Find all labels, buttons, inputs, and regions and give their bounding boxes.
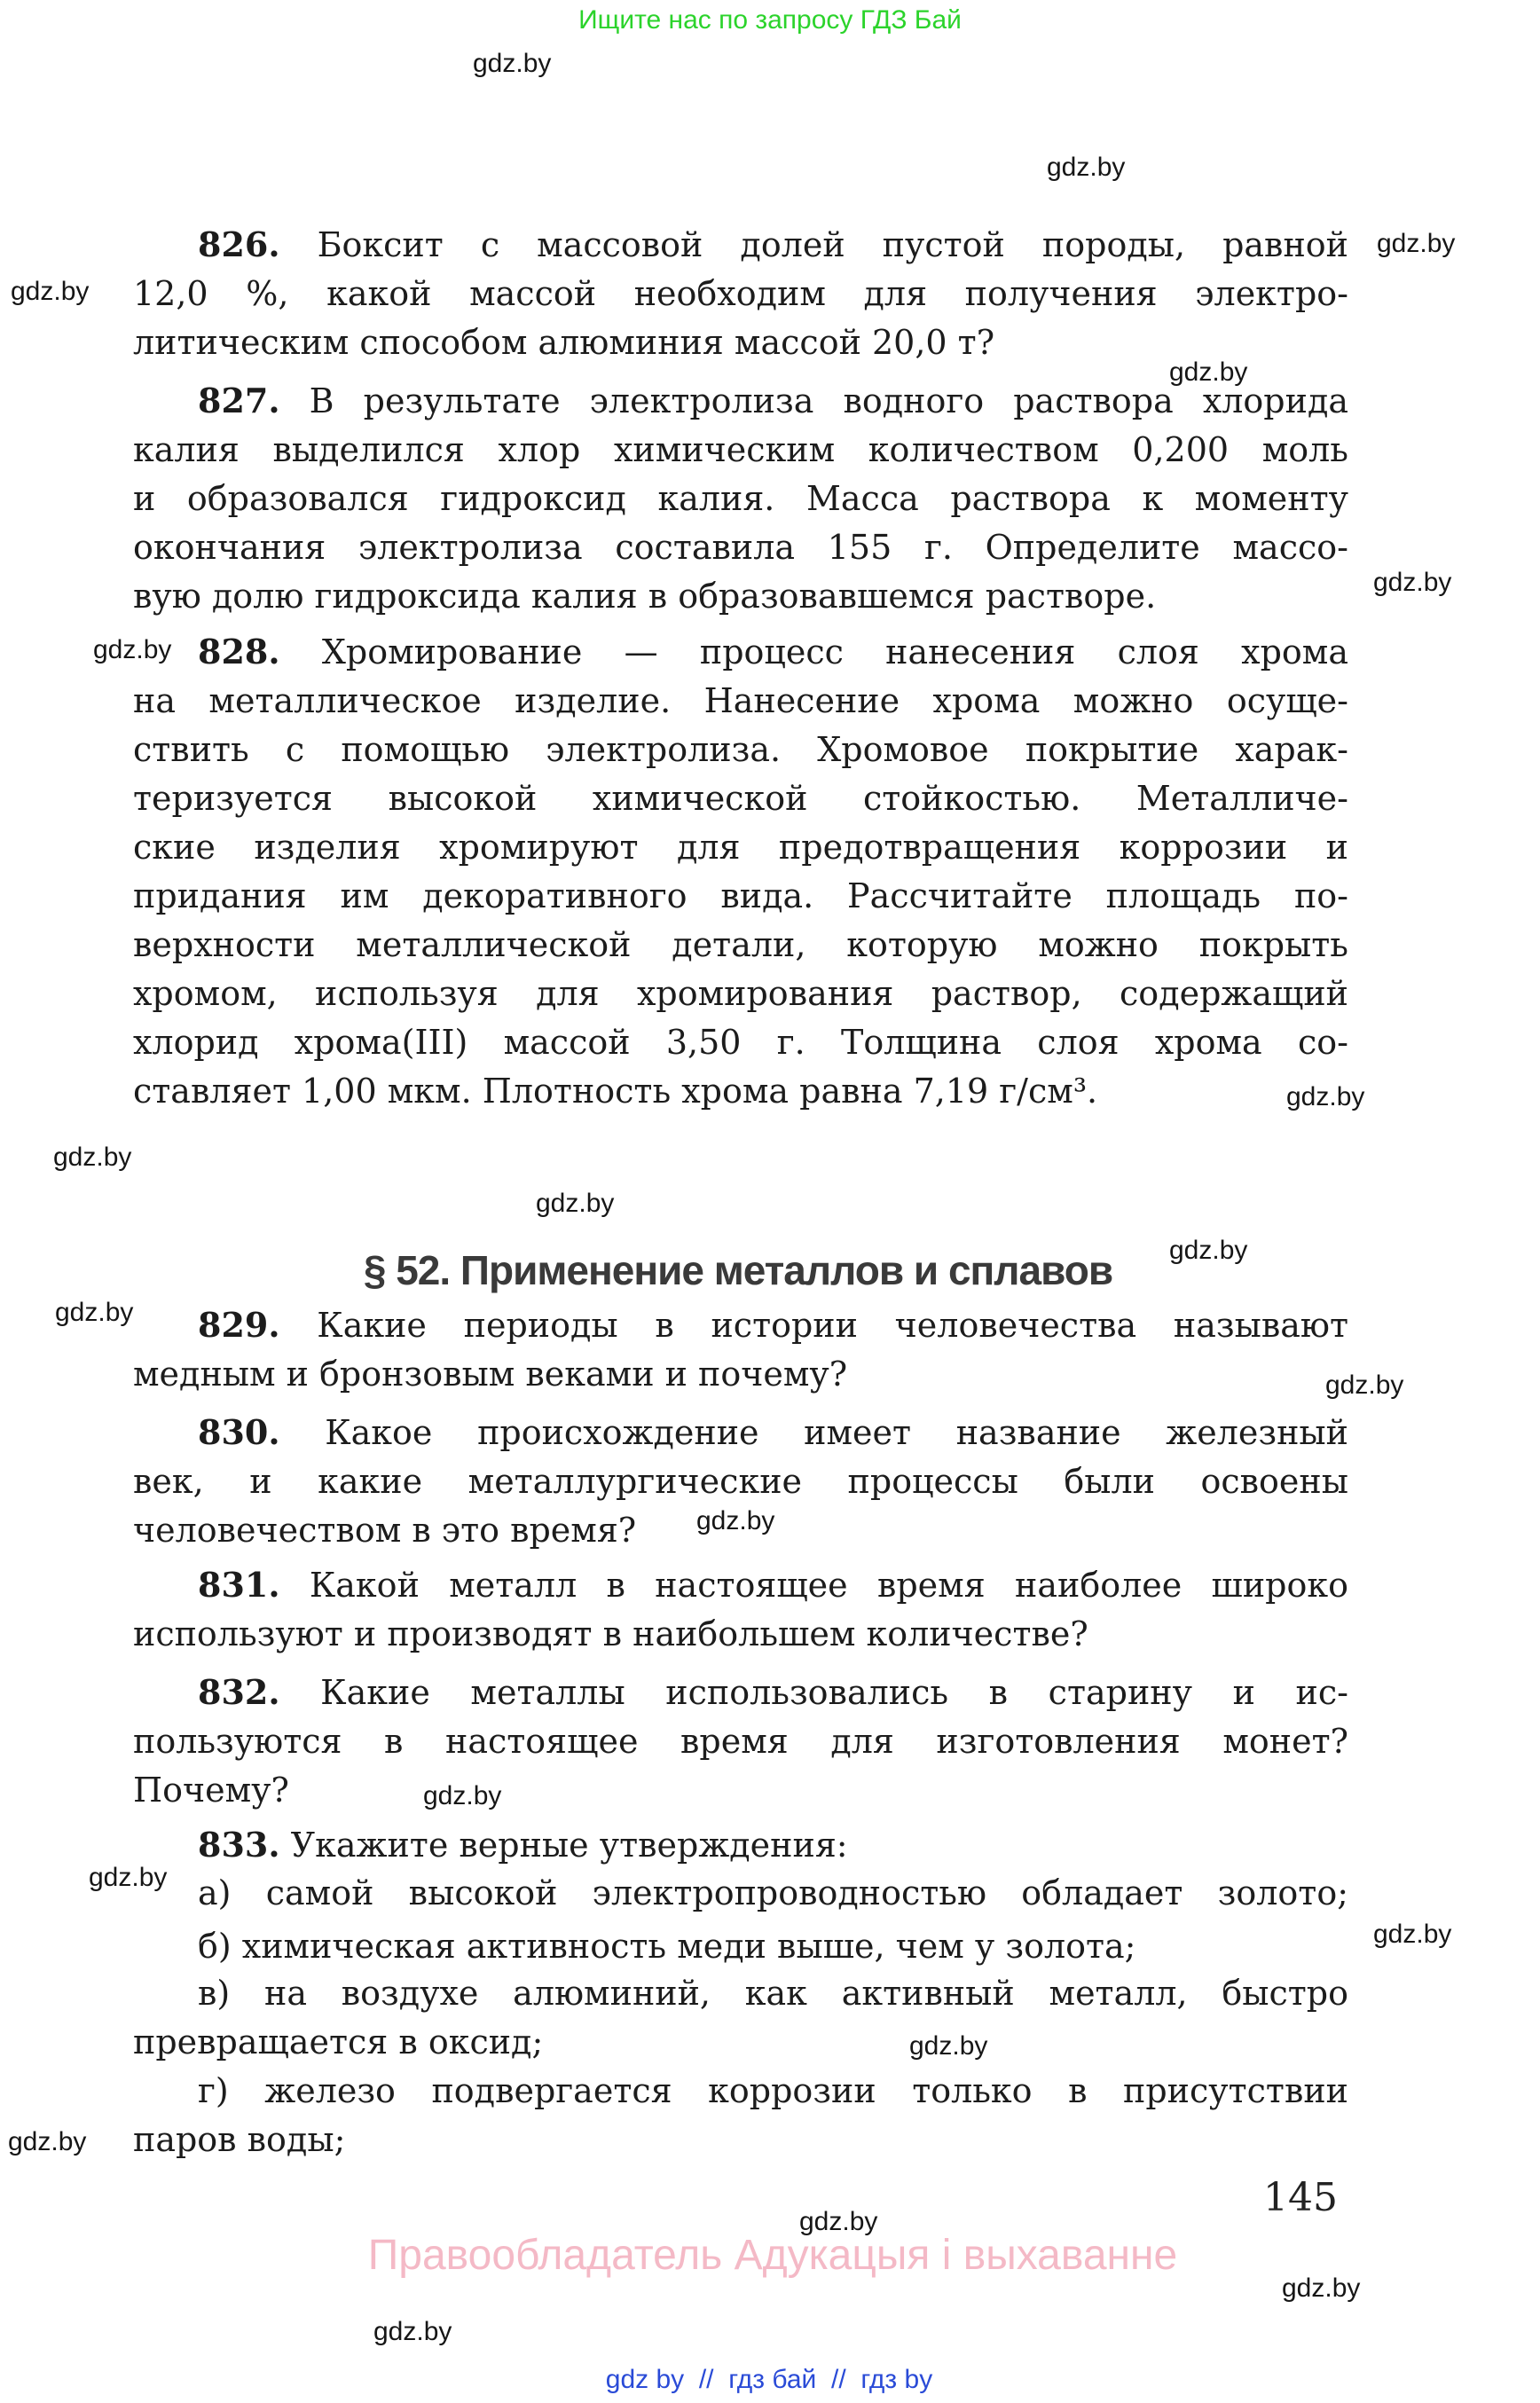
gdz-watermark: gdz.by xyxy=(696,1506,775,1535)
problem-number: 826. xyxy=(198,224,280,264)
text-line xyxy=(133,1300,1348,1350)
gdz-watermark: gdz.by xyxy=(799,2207,878,2236)
text-line: и образовался гидроксид калия. Масса раствора к моменту xyxy=(133,479,1348,518)
text-line: а) самой высокой электропроводностью обладает золото; xyxy=(198,1873,1348,1912)
text-line: используют и производят в наибольшем количестве? xyxy=(133,1614,1088,1653)
text-line: ставляет 1,00 мкм. Плотность хрома равна 7,19 г/см³. xyxy=(133,1072,1098,1111)
gdz-watermark: gdz.by xyxy=(93,635,172,664)
text-line: пользуются в настоящее время для изготовления монет? xyxy=(133,1722,1348,1761)
text-line: литическим способом алюминия массой 20,0 т? xyxy=(133,323,995,362)
text: Хромирование — процесс нанесения слоя хрома xyxy=(279,632,1348,671)
text-line xyxy=(133,1408,1348,1457)
text-line: Почему? xyxy=(133,1771,289,1810)
gdz-watermark: gdz.by xyxy=(53,1143,132,1172)
problem-number: 831. xyxy=(198,1565,280,1605)
problem-833-item-g xyxy=(133,2067,1348,2164)
top-banner-text: Ищите нас по запросу ГДЗ Бай xyxy=(578,5,962,35)
footer-links[interactable]: gdz by // гдз бай // гдз by xyxy=(605,2365,933,2394)
text-line: хромом, используя для хромирования раствор, содержащий xyxy=(133,974,1348,1013)
problem-number: 830. xyxy=(198,1412,280,1452)
gdz-watermark: gdz.by xyxy=(89,1863,168,1892)
text-line: в) на воздухе алюминий, как активный металл, быстро xyxy=(198,1974,1348,2013)
text: Какой металл в настоящее время наиболее широко xyxy=(279,1566,1348,1605)
problem-830 xyxy=(133,1408,1348,1555)
text-line: теризуется высокой химической стойкостью. Металличе- xyxy=(133,779,1348,818)
gdz-watermark: gdz.by xyxy=(1373,568,1452,597)
gdz-watermark: gdz.by xyxy=(1373,1920,1452,1949)
problem-number: 829. xyxy=(198,1305,280,1345)
gdz-watermark: gdz.by xyxy=(423,1781,502,1810)
text-line: калия выделился хлор химическим количеством 0,200 моль xyxy=(133,430,1348,469)
text-line: 12,0 %, какой массой необходим для получения электро- xyxy=(133,274,1348,313)
copyright-notice: Правообладатель Адукацыя і выхаванне xyxy=(367,2232,1178,2279)
text-line: хлорид хрома(III) массой 3,50 г. Толщина слоя хрома со- xyxy=(133,1023,1348,1062)
problem-number: 832. xyxy=(198,1672,280,1712)
text-line: человечеством в это время? xyxy=(133,1511,637,1550)
gdz-watermark: gdz.by xyxy=(1047,153,1126,182)
text-line: придания им декоративного вида. Рассчитайте площадь по- xyxy=(133,876,1348,915)
gdz-watermark: gdz.by xyxy=(8,2127,87,2156)
text-line: на металлическое изделие. Нанесение хрома можно осуще- xyxy=(133,681,1348,720)
text: В результате электролиза водного раствора хлорида xyxy=(279,381,1348,420)
text-line xyxy=(133,1668,1348,1717)
gdz-watermark: gdz.by xyxy=(373,2317,452,2346)
problem-833 xyxy=(133,1820,1348,1870)
gdz-watermark: gdz.by xyxy=(1169,357,1248,387)
problem-832 xyxy=(133,1668,1348,1815)
gdz-watermark: gdz.by xyxy=(55,1298,134,1327)
problem-833-item-a xyxy=(133,1869,1348,1918)
text: Какие периоды в истории человечества называют xyxy=(279,1306,1348,1345)
text: Боксит с массовой долей пустой породы, равной xyxy=(279,225,1348,264)
text-line: век, и какие металлургические процессы были освоены xyxy=(133,1462,1348,1501)
problem-number: 828. xyxy=(198,632,280,671)
gdz-watermark: gdz.by xyxy=(1169,1236,1248,1265)
text-line: ские изделия хромируют для предотвращения коррозии и xyxy=(133,828,1348,867)
text-line: медным и бронзовым веками и почему? xyxy=(133,1355,848,1394)
text: Какое происхождение имеет название железный xyxy=(279,1413,1348,1452)
text-line xyxy=(133,1820,1348,1870)
section-52-header: § 52. Применение металлов и сплавов xyxy=(363,1247,1113,1294)
problem-826 xyxy=(133,220,1348,367)
text-line: превращается в оксид; xyxy=(133,2022,544,2061)
text-line xyxy=(133,376,1348,426)
text-line xyxy=(133,220,1348,270)
problem-828 xyxy=(133,627,1348,1116)
text-line: г) железо подвергается коррозии только в присутствии xyxy=(198,2071,1348,2110)
problem-number: 827. xyxy=(198,381,280,420)
text-line: б) химическая активность меди выше, чем у золота; xyxy=(198,1927,1136,1966)
gdz-watermark: gdz.by xyxy=(473,49,552,78)
text-line xyxy=(133,627,1348,677)
text-line xyxy=(133,1560,1348,1610)
problem-833-item-b xyxy=(133,1922,1348,1971)
problem-829 xyxy=(133,1300,1348,1399)
gdz-watermark: gdz.by xyxy=(1377,229,1456,258)
text: Какие металлы использовались в старину и ис- xyxy=(279,1673,1348,1712)
problem-831 xyxy=(133,1560,1348,1659)
gdz-watermark: gdz.by xyxy=(1325,1370,1404,1400)
text-line: вую долю гидроксида калия в образовавшемся растворе. xyxy=(133,577,1157,616)
gdz-watermark: gdz.by xyxy=(11,277,90,306)
problem-827 xyxy=(133,376,1348,621)
problem-number: 833. xyxy=(198,1825,280,1865)
text-line: окончания электролиза составила 155 г. Определите массо- xyxy=(133,528,1348,567)
page-number: 145 xyxy=(1263,2175,1338,2220)
text: Укажите верные утверждения: xyxy=(279,1826,848,1865)
text-line: ствить с помощью электролиза. Хромовое покрытие харак- xyxy=(133,730,1348,769)
problem-833-item-v xyxy=(133,1969,1348,2067)
text-line: паров воды; xyxy=(133,2120,346,2159)
gdz-watermark: gdz.by xyxy=(909,2031,988,2061)
gdz-watermark: gdz.by xyxy=(536,1189,615,1218)
gdz-watermark: gdz.by xyxy=(1286,1082,1365,1111)
text-line: верхности металлической детали, которую можно покрыть xyxy=(133,925,1348,964)
gdz-watermark: gdz.by xyxy=(1282,2273,1361,2303)
